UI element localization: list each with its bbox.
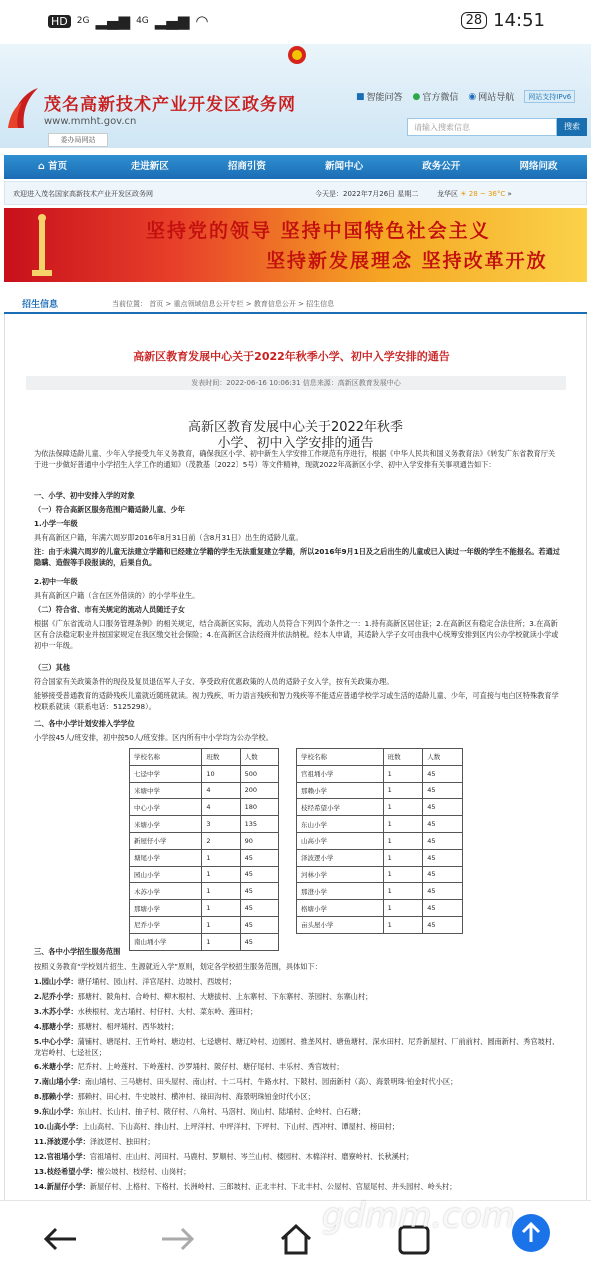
- scope-item: [34, 1061, 562, 1072]
- table-row: [130, 782, 279, 799]
- sun-icon: ☀: [460, 190, 467, 198]
- scope-item-label: 12.官祖埇小学：: [34, 1152, 90, 1161]
- date-text: 今天是：2022年7月26日 星期二: [315, 190, 419, 198]
- heading-1-3: （三）其他: [34, 663, 70, 672]
- sim1-label: 2G: [76, 16, 90, 26]
- clock: 14:51: [493, 10, 545, 31]
- other-paragraph-1: 符合国家有关政策条件的现役及复员退伍军人子女、享受政府优惠政策的人员的适龄子女入学，按有关政策办理。: [34, 677, 394, 686]
- table-cell: 45: [423, 883, 463, 900]
- nav-item-gov-affairs[interactable]: 政务公开: [422, 161, 461, 172]
- top-links: [356, 90, 575, 103]
- scope-item-text: 尼乔村、上岭莲村、下岭莲村、沙罗埇村、陂仔村、塘仔尾村、丰乐村、秀官坡村；: [77, 1062, 344, 1071]
- scope-item-text: 那塘村、相坪埇村、西华坡村；: [77, 1022, 179, 1031]
- table-cell: 135: [240, 816, 278, 833]
- table-cell: 4: [202, 799, 240, 816]
- search-input[interactable]: 请输入搜索信息: [407, 118, 557, 136]
- table-cell: 那赖小学: [297, 782, 384, 799]
- table-cell: 格塘小学: [297, 900, 384, 917]
- table-cell: 45: [423, 765, 463, 782]
- table-cell: 45: [240, 916, 278, 933]
- table-cell: 1: [202, 866, 240, 883]
- table-cell: 官祖埇小学: [297, 765, 384, 782]
- globe-icon: ◉: [468, 91, 477, 102]
- scope-item-label: 4.那塘小学：: [34, 1022, 78, 1031]
- ipv6-badge: 网站支持IPv6: [524, 90, 575, 103]
- table-cell: 那塘小学: [130, 900, 202, 917]
- heading-middle: 2.初中一年级: [34, 577, 78, 586]
- article-meta: 发表时间：2022-06-16 10:06:31 信息来源：高新区教育发展中心: [26, 376, 566, 390]
- banner-line-2: 坚持新发展理念 坚持改革开放: [266, 250, 548, 272]
- weather: 龙华区 ☀ 28 ~ 36°C »: [437, 190, 512, 198]
- table-cell: 1: [383, 765, 423, 782]
- scope-item-text: 那赖村、田心村、牛史坡村、横冲村、禄田沟村、海景明珠铂金时代小区；: [77, 1092, 315, 1101]
- table-row: [130, 900, 279, 917]
- table-cell: 山高小学: [297, 832, 384, 849]
- scope-item-label: 14.新屋仔小学：: [34, 1182, 90, 1191]
- scope-item: [34, 1121, 562, 1132]
- table-cell: 1: [202, 883, 240, 900]
- table-cell: 1: [202, 933, 240, 950]
- scope-item-text: 南山埇村、三马塘村、田头屋村、南山村、十二马村、牛路水村、下陂村、园南新村（高）、海景明珠·铂金时代小区；: [84, 1077, 458, 1086]
- table-row: [130, 816, 279, 833]
- scope-item-label: 1.园山小学：: [34, 977, 78, 986]
- battery-icon: 28: [461, 12, 488, 29]
- scope-item-label: 13.枝经希望小学：: [34, 1167, 98, 1176]
- heading-1-2: （二）符合省、市有关规定的流动人员随迁子女: [34, 605, 185, 614]
- table-cell: 木苏小学: [130, 883, 202, 900]
- middle-paragraph: 具有高新区户籍（含在区外借读的）的小学毕业生。: [34, 591, 200, 600]
- table-cell: 塘尾小学: [130, 849, 202, 866]
- table-cell: 亩头屋小学: [297, 916, 384, 933]
- section-title: 招生信息: [22, 300, 59, 310]
- table-cell: 1: [202, 916, 240, 933]
- breadcrumb-path[interactable]: 当前位置： 首页 > 重点领域信息公开专栏 > 教育信息公开 > 招生信息: [112, 300, 335, 308]
- scope-item-text: 檀公坡村、枝经村、山岗村；: [97, 1167, 191, 1176]
- site-title[interactable]: 茂名高新技术产业开发区政务网: [44, 95, 296, 115]
- table-row: [130, 765, 279, 782]
- table-cell: 1: [383, 900, 423, 917]
- signal-icon: ▂▄▆: [154, 12, 190, 30]
- table-cell: 10: [202, 765, 240, 782]
- scope-item-text: 上山高村、下山高村、排山村、上坪洋村、中坪洋村、下坪村、下山村、西冲村、谭屋村、榜田村；: [82, 1122, 399, 1131]
- table-header-cell: 人数: [423, 749, 463, 766]
- table-cell: 2: [202, 832, 240, 849]
- scope-item-label: 9.东山小学：: [34, 1107, 78, 1116]
- table-cell: 45: [240, 866, 278, 883]
- scope-item-label: 11.泽波逻小学：: [34, 1137, 90, 1146]
- heading-2: 二、各中小学计划安排入学学位: [34, 719, 135, 728]
- nav-item-home[interactable]: ⌂ 首页: [38, 161, 68, 172]
- table-cell: 45: [240, 883, 278, 900]
- monument-icon: [22, 212, 62, 278]
- doc-title-line-2: 小学、初中入学安排的通告: [217, 436, 374, 451]
- scope-item: [34, 1106, 562, 1117]
- table-row: [130, 866, 279, 883]
- table-cell: 泽波逻小学: [297, 849, 384, 866]
- scope-paragraph: 按照义务教育“学校划片招生、生源就近入学”原则，划定各学校招生服务范围，具体如下：: [34, 962, 322, 971]
- table-cell: 1: [383, 816, 423, 833]
- nav-item-news[interactable]: 新闻中心: [325, 161, 364, 172]
- scope-item-text: 新屋仔村、上格村、下格村、长洲岭村、三郎坡村、正北丰村、下北丰村、公屋村、官屋尾村、井头园村、岭头村；: [89, 1182, 457, 1191]
- status-bar: [0, 0, 591, 44]
- table-row: [297, 849, 463, 866]
- national-emblem-icon: [282, 44, 312, 66]
- scope-item: [34, 1181, 562, 1192]
- table-cell: 45: [423, 782, 463, 799]
- scope-item: [34, 991, 562, 1002]
- site-url: www.mmht.gov.cn: [44, 116, 137, 127]
- site-logo-icon: [6, 84, 40, 130]
- table-cell: 新屋仔小学: [130, 832, 202, 849]
- info-bar: [4, 181, 587, 205]
- intro-paragraph: 为依法保障适龄儿童、少年入学接受九年义务教育，确保我区小学、初中新生入学安排工作规范有序进行，根据《中华人民共和国义务教育法》《转发广东省教育厅关于进一步做好普通中小学招生入学工作的通知》（茂教基〔2022〕5号）等文件精神，现就2022年高新区小学、初中入学安排有关事项通告如下：: [34, 449, 556, 469]
- note-paragraph: 注：由于未满六周岁的儿童无法建立学籍和已经建立学籍的学生无法重复建立学籍，所以2016年9月1日及之后出生的儿童或已入读过一年级的学生不能报名。若通过隐瞒、造假等手段报读的，后果自负。: [34, 547, 560, 567]
- banner: [4, 208, 587, 282]
- home-icon: ⌂: [38, 161, 49, 172]
- watermark: gdmm.com: [322, 1196, 515, 1236]
- table-row: [130, 799, 279, 816]
- scope-item: [34, 1166, 562, 1177]
- other-paragraph-2: 能够接受普通教育的适龄残疾儿童就近随班就读。视力残疾、听力语言残疾和智力残疾等不能适应普通学校学习或生活的适龄儿童、少年，可直接与电白区特殊教育学校联系就读（联系电话：5125298）。: [34, 691, 559, 711]
- table-row: [297, 765, 463, 782]
- search-button[interactable]: 搜索: [557, 118, 587, 136]
- table-cell: 180: [240, 799, 278, 816]
- arrow-up-icon: [512, 1214, 550, 1252]
- chat-icon: ■: [356, 91, 365, 102]
- table-row: [297, 832, 463, 849]
- table-cell: 七迳中学: [130, 765, 202, 782]
- scope-item-label: 8.那赖小学：: [34, 1092, 78, 1101]
- table-cell: 45: [240, 849, 278, 866]
- table-header-cell: 学校名称: [297, 749, 384, 766]
- table-cell: 枝经希望小学: [297, 799, 384, 816]
- heading-1-1: （一）符合高新区服务范围户籍适龄儿童、少年: [34, 505, 185, 514]
- table-row: [297, 866, 463, 883]
- table-cell: 米塘中学: [130, 782, 202, 799]
- sim2-label: 4G: [136, 16, 149, 26]
- scope-item-label: 5.中心小学：: [34, 1037, 78, 1046]
- article-title: 高新区教育发展中心关于2022年秋季小学、初中入学安排的通告: [133, 350, 450, 363]
- table-cell: 45: [423, 799, 463, 816]
- main-nav: [4, 155, 587, 179]
- table-header-cell: 人数: [240, 749, 278, 766]
- scope-item-label: 3.木苏小学：: [34, 1007, 78, 1016]
- wechat-link[interactable]: ● 官方微信: [412, 91, 459, 103]
- table-cell: 45: [240, 900, 278, 917]
- forward-arrow-icon[interactable]: [158, 1219, 198, 1259]
- scope-item-text: 东山村、长山村、抽子村、陂仔村、八角村、马滘村、岗山村、陆埇村、企岭村、白石塘；: [77, 1107, 366, 1116]
- scope-item-label: 2.尼乔小学：: [34, 992, 78, 1001]
- table-cell: 1: [383, 849, 423, 866]
- table-cell: 500: [240, 765, 278, 782]
- table-cell: 45: [423, 849, 463, 866]
- table-cell: 1: [383, 866, 423, 883]
- scroll-top-button[interactable]: [512, 1214, 550, 1252]
- heading-primary: 1.小学一年级: [34, 519, 78, 528]
- scope-item: [34, 1136, 562, 1147]
- table-cell: 3: [202, 816, 240, 833]
- table-cell: 45: [240, 933, 278, 950]
- table-row: [297, 816, 463, 833]
- scope-item-text: 泽波逻村、独田村；: [89, 1137, 155, 1146]
- table-cell: 米塘小学: [130, 816, 202, 833]
- table-row: [297, 883, 463, 900]
- table-cell: 中心小学: [130, 799, 202, 816]
- scope-item: [34, 976, 562, 987]
- table-cell: 1: [383, 883, 423, 900]
- heading-1: 一、小学、初中安排入学的对象: [34, 491, 135, 500]
- scope-item: [34, 1006, 562, 1017]
- plan-paragraph: 小学按45人/班安排，初中按50人/班安排。区内所有中小学均为公办学校。: [34, 733, 273, 742]
- table-cell: 45: [423, 916, 463, 933]
- table-cell: 1: [383, 832, 423, 849]
- table-cell: 1: [383, 916, 423, 933]
- scope-item-text: 官祖埇村、庄山村、河田村、马鹿村、罗顺村、岑兰山村、楼园村、木棉洋村、磨寮岭村、长秋溪村；: [89, 1152, 414, 1161]
- table-cell: 45: [423, 900, 463, 917]
- enrollment-table-left: [129, 748, 279, 951]
- signal-icon: ▂▄▆: [95, 12, 131, 30]
- table-row: [297, 799, 463, 816]
- department-sites-tab[interactable]: 委办局网站: [48, 133, 108, 147]
- table-cell: 200: [240, 782, 278, 799]
- scope-item-label: 10.山高小学：: [34, 1122, 83, 1131]
- table-cell: 那澄小学: [297, 883, 384, 900]
- scope-item: [34, 1091, 562, 1102]
- back-arrow-icon[interactable]: [40, 1219, 80, 1259]
- scope-item-label: 6.米塘小学：: [34, 1062, 78, 1071]
- table-header-cell: 班数: [202, 749, 240, 766]
- table-cell: 90: [240, 832, 278, 849]
- table-row: [297, 782, 463, 799]
- table-row: [130, 832, 279, 849]
- table-row: [297, 916, 463, 933]
- table-row: [297, 900, 463, 917]
- table-cell: 1: [383, 799, 423, 816]
- table-cell: 45: [423, 832, 463, 849]
- table-cell: 1: [202, 900, 240, 917]
- wifi-icon: ◠: [195, 12, 209, 30]
- table-row: [130, 849, 279, 866]
- primary-paragraph: 具有高新区户籍，年满六周岁即2016年8月31日前（含8月31日）出生的适龄儿童。: [34, 533, 303, 542]
- site-nav-link[interactable]: ◉ 网站导航: [468, 91, 515, 103]
- table-cell: 河林小学: [297, 866, 384, 883]
- table-row: [130, 916, 279, 933]
- table-row: [130, 883, 279, 900]
- scope-item: [34, 1151, 562, 1162]
- table-cell: 园山小学: [130, 866, 202, 883]
- nav-item-investment[interactable]: 招商引资: [227, 161, 266, 172]
- heading-3: 三、各中小学招生服务范围: [34, 947, 121, 956]
- scope-item-text: 水秧根村、龙古埇村、村仔村、大村、菜东岭、莲田村；: [77, 1007, 258, 1016]
- welcome-text: 欢迎进入茂名国家高新技术产业开发区政务网: [13, 190, 153, 198]
- nav-item-online-inquiry[interactable]: 网络问政: [519, 161, 558, 172]
- table-cell: 4: [202, 782, 240, 799]
- table-cell: 1: [383, 782, 423, 799]
- scope-item-text: 塘仔埇村、园山村、洋官尾村、边坡村、西坡村；: [77, 977, 236, 986]
- scope-item: [34, 1021, 562, 1032]
- home-icon[interactable]: [276, 1219, 316, 1259]
- table-cell: 1: [202, 849, 240, 866]
- migrant-paragraph: 根据《广东省流动人口服务管理条例》的相关规定，结合高新区实际，流动人员符合下列四个条件之一：1.持有高新区居住证；2.在高新区有稳定合法住所；3.在高新区有合法稳定职业并按国家规定在我区缴交社会保险；4.在高新区合法经商并依法纳税。经本人申请，其适龄入学子女可由我中心统筹安排到区内公办学校就读小学或初中一年级。: [34, 619, 559, 650]
- enrollment-table-right: [296, 748, 463, 934]
- wechat-icon: ●: [412, 91, 421, 102]
- table-header-cell: 学校名称: [130, 749, 202, 766]
- scope-item: [34, 1076, 562, 1087]
- table-cell: 东山小学: [297, 816, 384, 833]
- table-cell: 45: [423, 866, 463, 883]
- scope-item-label: 7.南山埇小学：: [34, 1077, 85, 1086]
- table-cell: 45: [423, 816, 463, 833]
- scope-item: [34, 1036, 562, 1058]
- banner-line-1: 坚持党的领导 坚持中国特色社会主义: [146, 220, 491, 242]
- doc-title-line-1: 高新区教育发展中心关于2022年秋季: [187, 420, 404, 435]
- scope-item-text: 那塘村、陂角村、合岭村、柳木根村、大塘拔村、上东寨村、下东寨村、茶园村、东寨山村；: [77, 992, 373, 1001]
- scope-item-text: 蒲铺村、塘尾村、王竹岭村、塘边村、七迳塘村、塘辽岭村、边圆村、推垄风村、塘鱼塘村、深水田村、尼乔新屋村、厂前前村、圆南新村、秀官坡村、龙岩岭村、七迳社区；: [34, 1037, 560, 1057]
- breadcrumb: [4, 292, 587, 314]
- nav-item-about[interactable]: 走进新区: [130, 161, 169, 172]
- table-cell: 尼乔小学: [130, 916, 202, 933]
- smart-qa-link[interactable]: ■ 智能问答: [356, 91, 403, 103]
- table-header-cell: 班数: [383, 749, 423, 766]
- table-cell: 南山埇小学: [130, 933, 202, 950]
- hd-badge: HD: [48, 15, 71, 28]
